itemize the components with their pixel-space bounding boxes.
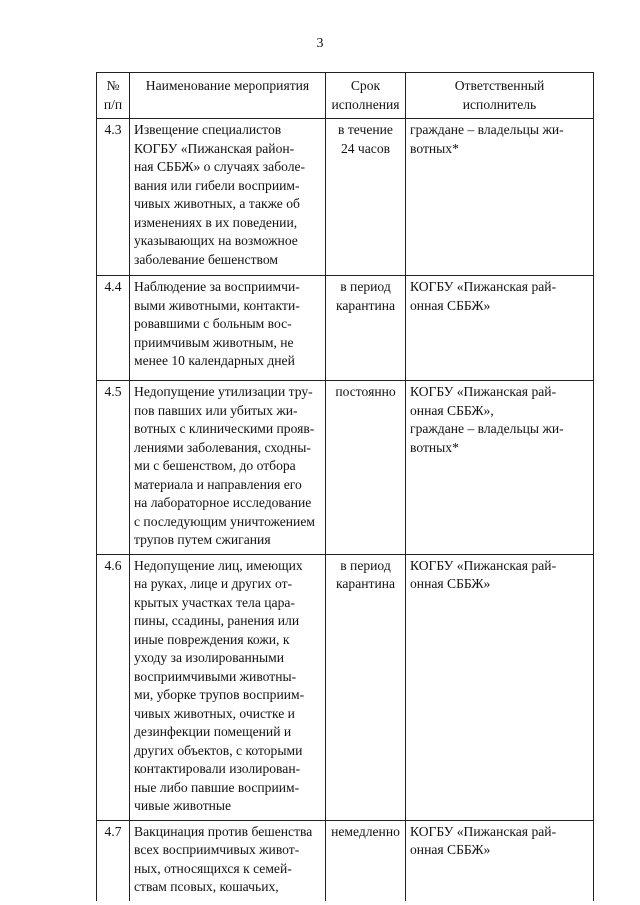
measure-cell-line: лениями заболевания, сходны- — [134, 439, 311, 455]
table-row — [97, 820, 594, 901]
measure-cell — [130, 381, 326, 555]
deadline-cell-line: в период — [340, 557, 391, 573]
measure-cell-line: Наблюдение за восприимчи- — [134, 279, 300, 294]
measure-cell-line: уходу за изолированными — [134, 650, 285, 665]
deadline-cell — [326, 119, 406, 276]
deadline-cell-line: в течение — [338, 122, 393, 137]
table-row — [97, 276, 594, 381]
measure-cell-line: КОГБУ «Пижанская район- — [134, 140, 295, 156]
deadline-cell — [326, 820, 406, 901]
measure-cell-line: с последующим уничтожением — [134, 513, 315, 529]
measure-cell-line: крытых участках тела цара- — [134, 594, 295, 610]
measure-cell-line: дезинфекции помещений и — [134, 724, 292, 739]
measure-cell-line: чивых животных, очистке и — [134, 705, 295, 721]
executor-cell-line: КОГБУ «Пижанская рай- — [410, 279, 557, 294]
executor-cell-line: КОГБУ «Пижанская рай- — [410, 823, 557, 839]
executor-cell — [406, 119, 594, 276]
executor-cell — [406, 554, 594, 820]
measures-table — [96, 72, 594, 901]
measure-cell-line: на лабораторное исследование — [134, 495, 312, 510]
measure-cell-line: изменениях в их поведении, — [134, 214, 298, 230]
measure-cell-line: ная СББЖ» о случаях заболе- — [134, 159, 306, 174]
executor-cell-line: граждане – владельцы жи- — [410, 122, 564, 137]
measure-cell — [130, 554, 326, 820]
measure-cell-line: ные либо павшие восприим- — [134, 779, 300, 795]
deadline-cell — [326, 276, 406, 381]
executor-cell-line: КОГБУ «Пижанская рай- — [410, 384, 557, 399]
executor-cell-line: онная СББЖ», — [410, 402, 494, 418]
measure-cell-line: контактировали изолирован- — [134, 761, 301, 776]
measure-cell-line: чивых животных, а также об — [134, 196, 300, 211]
measure-cell-line: Недопущение утилизации тру- — [134, 384, 313, 399]
measure-cell — [130, 276, 326, 381]
deadline-cell-line: 24 часов — [340, 140, 391, 156]
measure-cell-line: Извещение специалистов — [134, 122, 282, 137]
page-number: 3 — [316, 36, 324, 51]
measure-cell-line: ми с бешенством, до отбора — [134, 458, 296, 473]
col-header-measure: Наименование мероприятия — [130, 73, 326, 119]
measure-cell-line: на руках, лице и других от- — [134, 576, 293, 591]
measure-cell-line: трупов путем сжигания — [134, 532, 271, 547]
deadline-cell — [326, 554, 406, 820]
deadline-cell-line: карантина — [335, 297, 396, 313]
table-row — [97, 554, 594, 820]
executor-cell — [406, 820, 594, 901]
measure-cell-line: ных, относящихся к семей- — [134, 860, 292, 876]
table-row — [97, 381, 594, 555]
measure-cell-line: ми, уборке трупов восприим- — [134, 687, 305, 702]
executor-cell — [406, 276, 594, 381]
measure-cell-line: Вакцинация против бешенства — [134, 823, 313, 839]
measure-cell — [130, 119, 326, 276]
measure-cell-line: приимчивым животным, не — [134, 334, 294, 350]
measure-cell-line: заболевание бешенством — [134, 251, 278, 267]
executor-cell-line: онная СББЖ» — [410, 842, 491, 857]
measure-cell-line: пов павших или убитых жи- — [134, 402, 298, 418]
deadline-cell-line: в период — [340, 279, 391, 294]
col-header-number: № п/п — [97, 73, 130, 119]
executor-cell — [406, 381, 594, 555]
table-body — [97, 119, 594, 901]
measure-cell — [130, 820, 326, 901]
measure-cell-line: ровавшими с больным вос- — [134, 316, 292, 331]
executor-cell-line: онная СББЖ» — [410, 297, 491, 313]
table-header-row — [97, 73, 594, 119]
measure-cell-line: вания или гибели восприим- — [134, 177, 300, 193]
row-number: 4.3 — [97, 119, 130, 276]
row-number: 4.4 — [97, 276, 130, 381]
table-row — [97, 119, 594, 276]
row-number: 4.5 — [97, 381, 130, 555]
measure-cell-line: восприимчивыми животны- — [134, 668, 297, 684]
measure-cell-line: вотных с клиническими прояв- — [134, 421, 315, 436]
measure-cell-line: указывающих на возможное — [134, 233, 298, 248]
executor-cell-line: онная СББЖ» — [410, 576, 491, 591]
deadline-cell-line: карантина — [335, 576, 396, 591]
measure-cell-line: менее 10 календарных дней — [134, 353, 295, 368]
col-header-deadline: Срок исполнения — [326, 73, 406, 119]
deadline-cell-line: постоянно — [335, 384, 396, 399]
measure-cell-line: материала и направления его — [134, 476, 302, 492]
executor-cell-line: КОГБУ «Пижанская рай- — [410, 557, 557, 573]
measure-cell-line: всех восприимчивых живот- — [134, 842, 300, 857]
row-number: 4.7 — [97, 820, 130, 901]
row-number: 4.6 — [97, 554, 130, 820]
col-header-executor: Ответственный исполнитель — [406, 73, 594, 119]
executor-cell-line: вотных* — [410, 140, 459, 156]
measure-cell-line: чивые животные — [134, 798, 232, 813]
measure-cell-line: ствам псовых, кошачьих, — [134, 879, 279, 894]
measure-cell-line: Недопущение лиц, имеющих — [134, 557, 303, 573]
measure-cell-line: иные повреждения кожи, к — [134, 631, 290, 647]
executor-cell-line: вотных* — [410, 439, 459, 455]
deadline-cell-line: немедленно — [331, 823, 400, 839]
deadline-cell — [326, 381, 406, 555]
measure-cell-line: выми животными, контакти- — [134, 297, 300, 313]
measure-cell-line: других объектов, с которыми — [134, 742, 303, 758]
measure-cell-line: пины, ссадины, ранения или — [134, 613, 300, 628]
executor-cell-line: граждане – владельцы жи- — [410, 421, 564, 436]
